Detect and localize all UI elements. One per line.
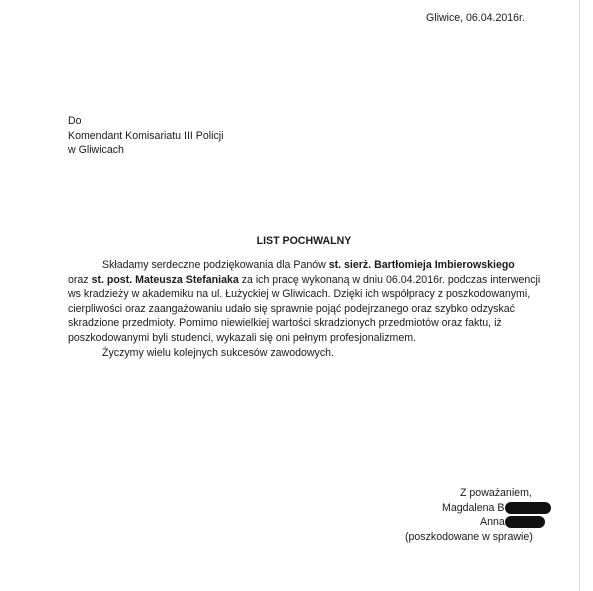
redaction-mark [505,502,551,514]
page-edge [579,0,580,591]
date-line: Gliwice, 06.04.2016r. [426,12,525,24]
recipient-line-3: w Gliwicach [68,144,124,157]
body-line-4: cierpliwości oraz zaangażowaniu udało się sprawnie pojąć podejrzanego oraz szybko odzyskać [68,302,515,315]
body-text: Życzymy wielu kolejnych sukcesów zawodowych. [102,346,334,359]
recipient-line-2: Komendant Komisariatu III Policji [68,129,224,142]
recipient-block [68,114,368,158]
officer-name-1: st. sierż. Bartłomieja Imbierowskiego [328,259,515,271]
signer-1 [405,501,575,516]
letter-body [68,258,541,360]
body-line-6: poszkodowanymi byli studenci, wykazali się oni pełnym profesjonalizmem. [68,331,416,344]
signer-2 [405,515,575,530]
signature-block [405,486,575,544]
redaction-mark [505,516,545,528]
body-line-5: skradzione przedmioty. Pomimo niewielkiej wartości skradzionych przedmiotów oraz faktu, iż [68,317,502,330]
body-line-7 [68,346,538,361]
signer-note: (poszkodowane w sprawie) [405,530,533,543]
body-line-1 [68,258,538,273]
body-text: za ich pracę wykonaną w dniu 06.04.2016r. podczas interwencji [238,273,541,286]
signer-1-name: Magdalena B [442,501,505,514]
closing-line: Z poważaniem, [460,487,532,499]
body-text: Składamy serdeczne podziękowania dla Panów [102,259,329,271]
body-line-3: ws kradzieży w akademiku na ul. Łużyckiej w Gliwicach. Dzięki ich współpracy z poszkodowanymi, [68,288,531,301]
officer-name-2: st. post. Mateusza Stefaniaka [91,273,239,286]
body-text: oraz [68,273,92,286]
signer-2-name: Anna [480,516,505,529]
body-line-2 [68,273,541,288]
recipient-line-1: Do [68,115,82,127]
document-title: LIST POCHWALNY [256,235,352,247]
